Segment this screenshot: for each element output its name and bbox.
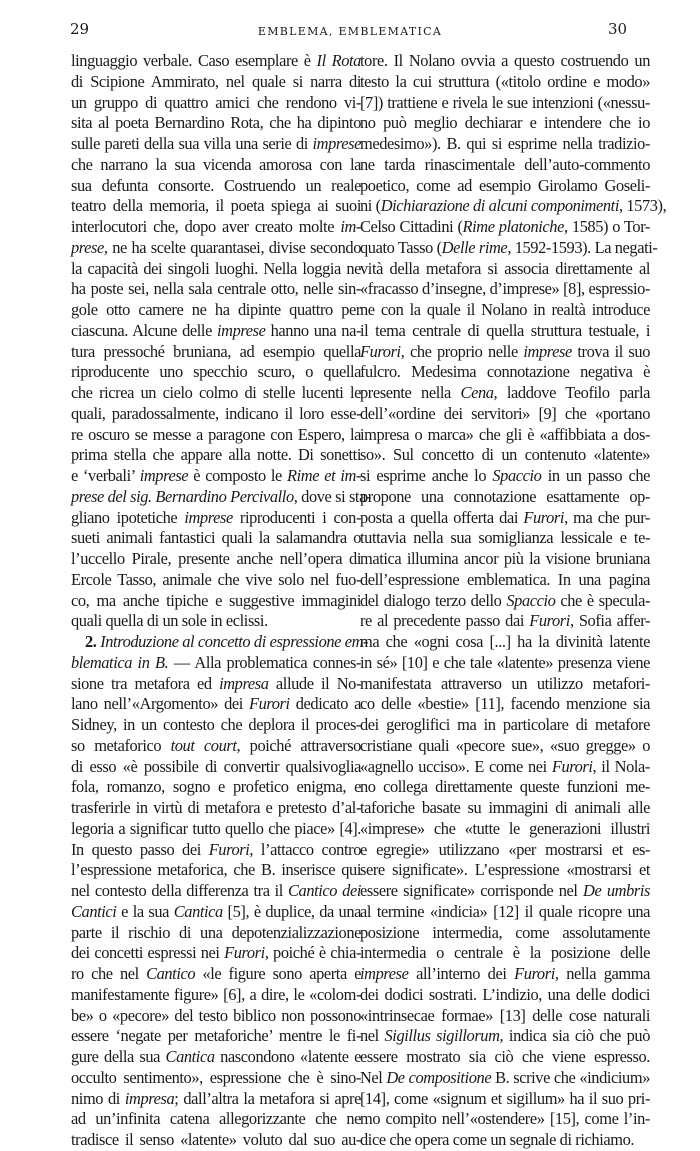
text-run: che ricrea un cielo colmo di stelle lucenti le [71,383,361,402]
text-line [360,51,650,72]
text-run: Cena [460,383,494,402]
text-line [71,93,361,114]
text-line [360,93,650,114]
text-line [71,549,361,570]
text-run: Rime et im- [287,466,361,485]
text-run: De compositione [386,1067,492,1087]
text-line [360,487,650,508]
text-line [360,902,650,923]
text-line [71,404,361,425]
text-run: gole otto camere ne ha dipinte quattro per [71,300,361,319]
text-line [71,840,361,861]
text-run: dell’espressione emblematica. In una pagina [360,569,650,589]
text-run: essere significate» corrisponde nel [360,881,584,900]
text-run: dell’«ordine dei servitori» [9] che «portano [360,403,650,423]
text-line [360,1006,650,1027]
text-line [360,321,650,342]
text-run: [5], è duplice, da una [222,901,362,921]
text-run: , il Nola- [592,756,650,776]
text-line [71,1026,361,1047]
text-run: prima stella che appare alla notte. Di sonetti [71,445,361,465]
text-run: sua defunta consorte. Costruendo un reale [71,175,361,195]
text-run: no può meglio dechiarar e intendere che io [360,113,650,133]
text-line [360,425,650,446]
text-line [71,1130,361,1151]
text-run: ; dall’altra la metafora si apre [174,1088,361,1108]
text-run: quali quella di un sole in eclissi. [71,611,268,631]
text-run: «imprese» che «tutte le generazioni illustri [360,818,650,838]
text-run: «fracasso d’insegne, d’imprese» [8], espressio- [360,279,650,299]
text-line [360,570,650,591]
text-run: ne tarda rinascimentale dell’auto-commento [360,154,650,174]
text-run: medesimo»). B. qui si esprime nella tradizio- [360,134,650,153]
text-line [360,1130,650,1151]
text-run: imprese [139,466,189,485]
text-run: be» o «pecore» del testo biblico non possono [71,1005,361,1025]
text-run: prese [71,237,104,257]
text-run: la capacità dei singoli luoghi. Nella loggia ne [71,258,361,278]
text-line [71,715,361,736]
text-run: Spaccio [492,466,542,485]
text-run: Furori [551,756,593,776]
left-column [71,51,372,1151]
text-run: che è specula- [555,590,651,610]
text-run: no collega direttamente queste funzioni me- [360,777,650,797]
text-run: linguaggio verbale. Caso esemplare è [71,51,317,70]
text-run: matica illumina ancor più la visione bruniana [360,549,650,568]
text-run: im- [340,217,361,236]
text-line [71,1109,361,1130]
text-run: , poiché è chia- [264,943,362,963]
text-run: che narrano la sua vicenda amorosa con la [71,154,361,174]
text-run: ad un’infinita catena allegorizzante che ne [71,1109,361,1129]
text-line [71,570,361,591]
text-run: Cantica [165,1047,215,1066]
text-run: è composto le [188,466,288,485]
text-run: co delle «bestie» [11], facendo menzione sia [360,694,650,714]
text-run: Cantico dei [288,881,361,900]
text-run: sere significate». L’espressione «mostrarsi et [360,860,650,880]
text-line [71,881,361,902]
text-line [360,72,650,93]
text-run: «agnello ucciso». E come nei [360,756,552,776]
text-run: Furori [248,694,290,714]
text-line [360,798,650,819]
text-run: ciascuna. Alcune delle [71,320,218,340]
right-column [360,51,667,1151]
text-run: trova il suo [571,341,651,361]
text-run: in un passo che [541,466,650,485]
text-run: , nella gamma [554,964,650,983]
text-line [71,196,361,217]
text-run: tuttavia nella sua somiglianza lessicale e te- [360,528,650,548]
text-line [71,362,361,383]
text-line [71,134,361,155]
text-run: impresa [219,673,269,693]
text-line [360,757,650,778]
text-run: dedicato a [289,694,361,714]
text-run: , dove si sta- [293,486,372,506]
text-run: re al precedente passo dai [360,611,530,631]
text-line [360,466,650,487]
text-run: fulcro. Medesima connotazione negativa è [360,362,650,382]
text-line [360,715,650,736]
text-line [71,985,361,1006]
text-run: Furori [224,943,265,963]
text-run: , indica sia ciò che può [499,1026,650,1046]
text-run: poetico, come ad esempio Girolamo Goseli- [360,175,650,195]
text-line [360,694,650,715]
text-line [360,860,650,881]
text-run: , che proprio nelle [400,341,524,361]
text-run: , Sofia affer- [569,611,651,631]
text-run: trasferirle in virtù di metafora e pretesto d’al- [71,798,361,817]
page-number-left: 29 [70,20,90,38]
text-run: Celso Cittadini ( [360,217,463,236]
text-line [71,964,361,985]
text-run: al termine «indicia» [12] il quale ricopre una [360,901,650,921]
text-line [360,1109,650,1130]
text-line [71,486,372,508]
text-run: tradisce il senso «latente» voluto dal suo au- [71,1130,361,1149]
text-line [360,237,658,259]
text-run: Furori [514,964,555,983]
text-run: re oscuro se messe a paragone con Espero, la [71,424,361,444]
text-run: hanno una na- [265,320,361,340]
text-line [360,155,650,176]
text-run: , ne ha scelte quarantasei, divise secondo [103,237,361,257]
text-run: posta a quella offerta dai [360,507,524,527]
text-line [71,777,361,798]
text-line [360,549,650,570]
text-run: tore. Il Nolano ovvia a questo costruendo un [360,51,650,70]
text-line [360,528,650,549]
text-line [360,300,650,321]
text-run: quato Tasso ( [360,237,442,257]
text-line [360,1068,650,1089]
text-line [360,362,650,383]
text-run: dei geroglifici ma in particolare di metafore [360,715,650,734]
text-run: 2. [85,632,101,651]
text-line [71,113,361,134]
text-run: e ‘verbali’ [71,466,140,485]
text-run: Cantico [146,964,196,983]
text-run: , 1573), [618,196,667,216]
text-line [71,902,361,923]
text-line [360,113,650,134]
text-line [71,757,361,778]
text-run: il tema centrale di quella struttura testuale, i [360,320,650,340]
text-line [360,777,650,798]
text-run: tout court [170,735,237,755]
text-run: essere ‘negate per metaforiche’ mentre le fi- [71,1026,361,1046]
text-run: interlocutori che, dopo aver creato molte [71,217,341,236]
text-run: prese del sig. Bernardino Percivallo [71,486,294,506]
text-line [360,383,650,404]
text-line [71,923,361,944]
text-run: si esprime anche lo [360,466,493,485]
text-line [360,736,650,757]
text-run: manifestata attraverso un utilizzo metafori- [360,673,650,693]
text-run: quali, paradossalmente, indicano il loro esse- [71,403,361,423]
text-run: so». Sul concetto di un contenuto «latente» [360,445,650,465]
text-run: Ercole Tasso, animale che vive solo nel fuo- [71,569,361,589]
text-line [71,943,361,964]
text-run: riproducenti i con- [232,507,362,527]
text-run: teatro della memoria, il poeta spiega ai suoi [71,196,361,216]
text-line [360,342,650,363]
text-run: , laddove Teofilo parla [493,383,651,402]
text-line [360,1089,650,1110]
text-line [71,238,361,259]
text-run: l’uccello Pirale, presente anche nell’opera di [71,549,361,568]
text-line [71,860,361,881]
text-run: legoria a significar tutto quello che piace» [4]. [71,818,361,838]
text-run: sueti animali fantastici quali la salamandra o [71,528,361,548]
text-run: Introduzione al concetto di espressione em- [100,632,369,651]
page-number-right: 30 [608,20,628,38]
text-run: tura pressoché bruniana, ad esempio quella [71,341,361,361]
text-line [71,259,361,280]
text-run: di Scipione Ammirato, nel quale si narra di [71,71,361,91]
text-line [360,943,650,964]
text-run: imprese [312,134,361,153]
text-line [360,134,650,155]
text-line [71,1006,361,1027]
text-run: Nel [360,1067,387,1087]
text-line [360,674,650,695]
text-run: , l’attacco contro [249,839,361,859]
text-run: , ma che pur- [564,507,650,527]
text-run: del dialogo terzo dello [360,590,507,610]
text-line [71,217,361,238]
text-line [360,632,650,653]
text-line [71,466,361,487]
text-run: lano nell’«Argomento» dei [71,694,249,714]
text-line [360,445,650,466]
text-run: Furori [523,507,565,527]
text-run: «intrinsecae formae» [13] delle cose naturali [360,1005,650,1025]
text-line [71,321,361,342]
text-run: mo compito nell’«ostendere» [15], come l’in- [360,1109,650,1129]
text-run: gure della sua [71,1047,166,1066]
text-line [71,445,361,466]
text-run: propone una connotazione esattamente op- [360,486,650,506]
text-run: Dichiarazione di alcuni componimenti [380,196,619,216]
text-run: e la sua [116,901,174,921]
text-line [71,819,361,840]
running-header: EMBLEMA, EMBLEMATICA [257,25,443,38]
text-line [71,176,361,197]
text-run: imprese [360,964,409,983]
text-line [360,881,650,902]
text-run: [7]) trattiene e rivela le sue intenzioni («nessu- [360,92,650,112]
text-run [71,632,85,653]
text-run: ro che nel [71,964,147,983]
text-line [360,279,650,300]
text-line [71,591,361,612]
text-run: presente nella [360,383,461,402]
text-run: [14], come «signum et sigillum» ha il suo pri- [360,1088,650,1108]
text-run: l’espressione metaforica, che B. inserisce qui [71,860,361,880]
text-line [360,840,650,861]
text-run: impresa o marca» che gli è «affibbiata a dos- [360,424,650,444]
text-run: dei dodici sostrati. L’indizio, una delle dodici [360,984,650,1004]
text-line [71,508,361,529]
text-run: ni ( [360,196,381,216]
text-run: gliano ipotetiche [71,507,185,527]
text-run: in sé» [10] e che tale «latente» presenza viene [360,652,650,672]
text-run: — Alla problematica connes- [168,652,361,672]
text-line [71,611,361,632]
text-line [71,383,361,404]
text-run: posizione intermedia, come assolutamente [360,922,650,942]
text-run: e egregie» utilizzano «per mostrarsi et es- [360,839,650,859]
text-run: Spaccio [506,590,556,610]
text-line [71,300,361,321]
text-run: testo la cui struttura («titolo ordine e modo» [360,71,650,91]
text-line [71,1047,361,1068]
text-line [360,1047,650,1068]
text-run: imprese [184,507,233,527]
text-run: all’interno dei [408,964,515,983]
text-run: sita al poeta Bernardino Rota, che ha dipinto [71,113,361,133]
text-run: di esso «è possibile di convertir qualsivoglia [71,756,361,776]
text-line [360,259,650,280]
text-run: , 1585) o Tor- [563,217,650,236]
text-line [71,798,361,819]
text-line [71,736,361,757]
text-run: taforiche basate su immagini di animali alle [360,798,650,817]
text-line [71,1068,361,1089]
text-run: intermedia o centrale è la posizione delle [360,943,650,963]
text-run: «le figure sono aperta e [195,964,361,983]
text-run: allude il No- [268,673,362,693]
text-line [71,342,361,363]
text-run: Furori [208,839,250,859]
text-line [360,923,650,944]
text-run: De umbris [583,881,650,900]
text-run: so metaforico [71,735,171,755]
text-line [360,653,650,674]
text-run: Sigillus sigillorum [384,1026,500,1046]
text-line [360,1026,650,1047]
text-run: Furori [529,611,570,631]
text-run: ha poste sei, nella sala centrale otto, nelle sin- [71,279,361,299]
text-line [360,217,650,238]
text-line [360,964,650,985]
text-line [360,404,650,425]
text-run: cristiane quali «pecore sue», «suo gregge» o [360,735,650,755]
text-run: dice che opera come un segnale di richiamo. [360,1130,635,1149]
text-run: Furori [360,341,401,361]
text-line [71,51,361,72]
text-line [360,176,650,197]
text-run: nimo di [71,1088,125,1108]
text-run: , 1592-1593). La negati- [507,237,658,257]
text-line [71,279,361,300]
text-run: Delle rime [441,237,508,257]
text-run: vità della metafora si associa direttamente al [360,258,650,278]
text-run: imprese [217,320,266,340]
text-run: nel [360,1026,385,1046]
text-run: ma che «ogni cosa [...] ha la divinità latente [360,632,650,651]
text-run: impresa [124,1088,175,1108]
text-run: nascondono «latente e [214,1047,361,1066]
text-line [71,694,361,715]
text-run: essere mostrato sia ciò che viene espresso. [360,1047,650,1066]
text-line [360,985,650,1006]
text-run: Cantica [173,901,223,921]
text-run: Cantici [71,901,117,921]
text-line [360,819,650,840]
text-line [71,425,361,446]
text-line [71,632,369,653]
text-run: sulle pareti della sua villa una serie di [71,134,313,153]
text-line [360,611,650,632]
text-line [71,72,361,93]
text-run: riproducente uno specchio scuro, o quella [71,362,361,382]
text-line [71,1089,361,1110]
text-line [71,674,361,695]
text-run: blematica in B. [71,652,169,672]
text-line [71,653,361,674]
text-run: In questo passo dei [71,839,209,859]
text-run: nel contesto della differenza tra il [71,881,288,900]
text-run: ne con la quale il Nolano in realtà introduce [360,300,650,319]
text-line [71,528,361,549]
text-run: fola, romanzo, sogno e profetico enigma, e [71,777,361,797]
text-run: parte il rischio di una depotenzializzazione [71,922,361,942]
text-line [360,196,667,217]
text-run: dei concetti espressi nei [71,943,225,963]
text-run: un gruppo di quattro amici che rendono vi- [71,92,361,112]
text-run: Sidney, in un contesto che deplora il proces- [71,715,361,734]
text-run: sione tra metafora ed [71,673,220,693]
text-run: Rime platoniche [462,217,564,236]
text-run: B. scrive che «indicium» [491,1067,650,1087]
text-line [360,591,650,612]
text-run: Il Rota [316,51,361,70]
text-run: , poiché attraverso [236,735,361,755]
text-line [360,508,650,529]
text-line [71,155,361,176]
text-run: occulto sentimento», espressione che è sino- [71,1067,361,1087]
text-run: manifestamente figure» [6], a dire, le «colom- [71,984,361,1004]
text-run: co, ma anche tipiche e suggestive immagini [71,590,361,610]
text-run: imprese [523,341,572,361]
